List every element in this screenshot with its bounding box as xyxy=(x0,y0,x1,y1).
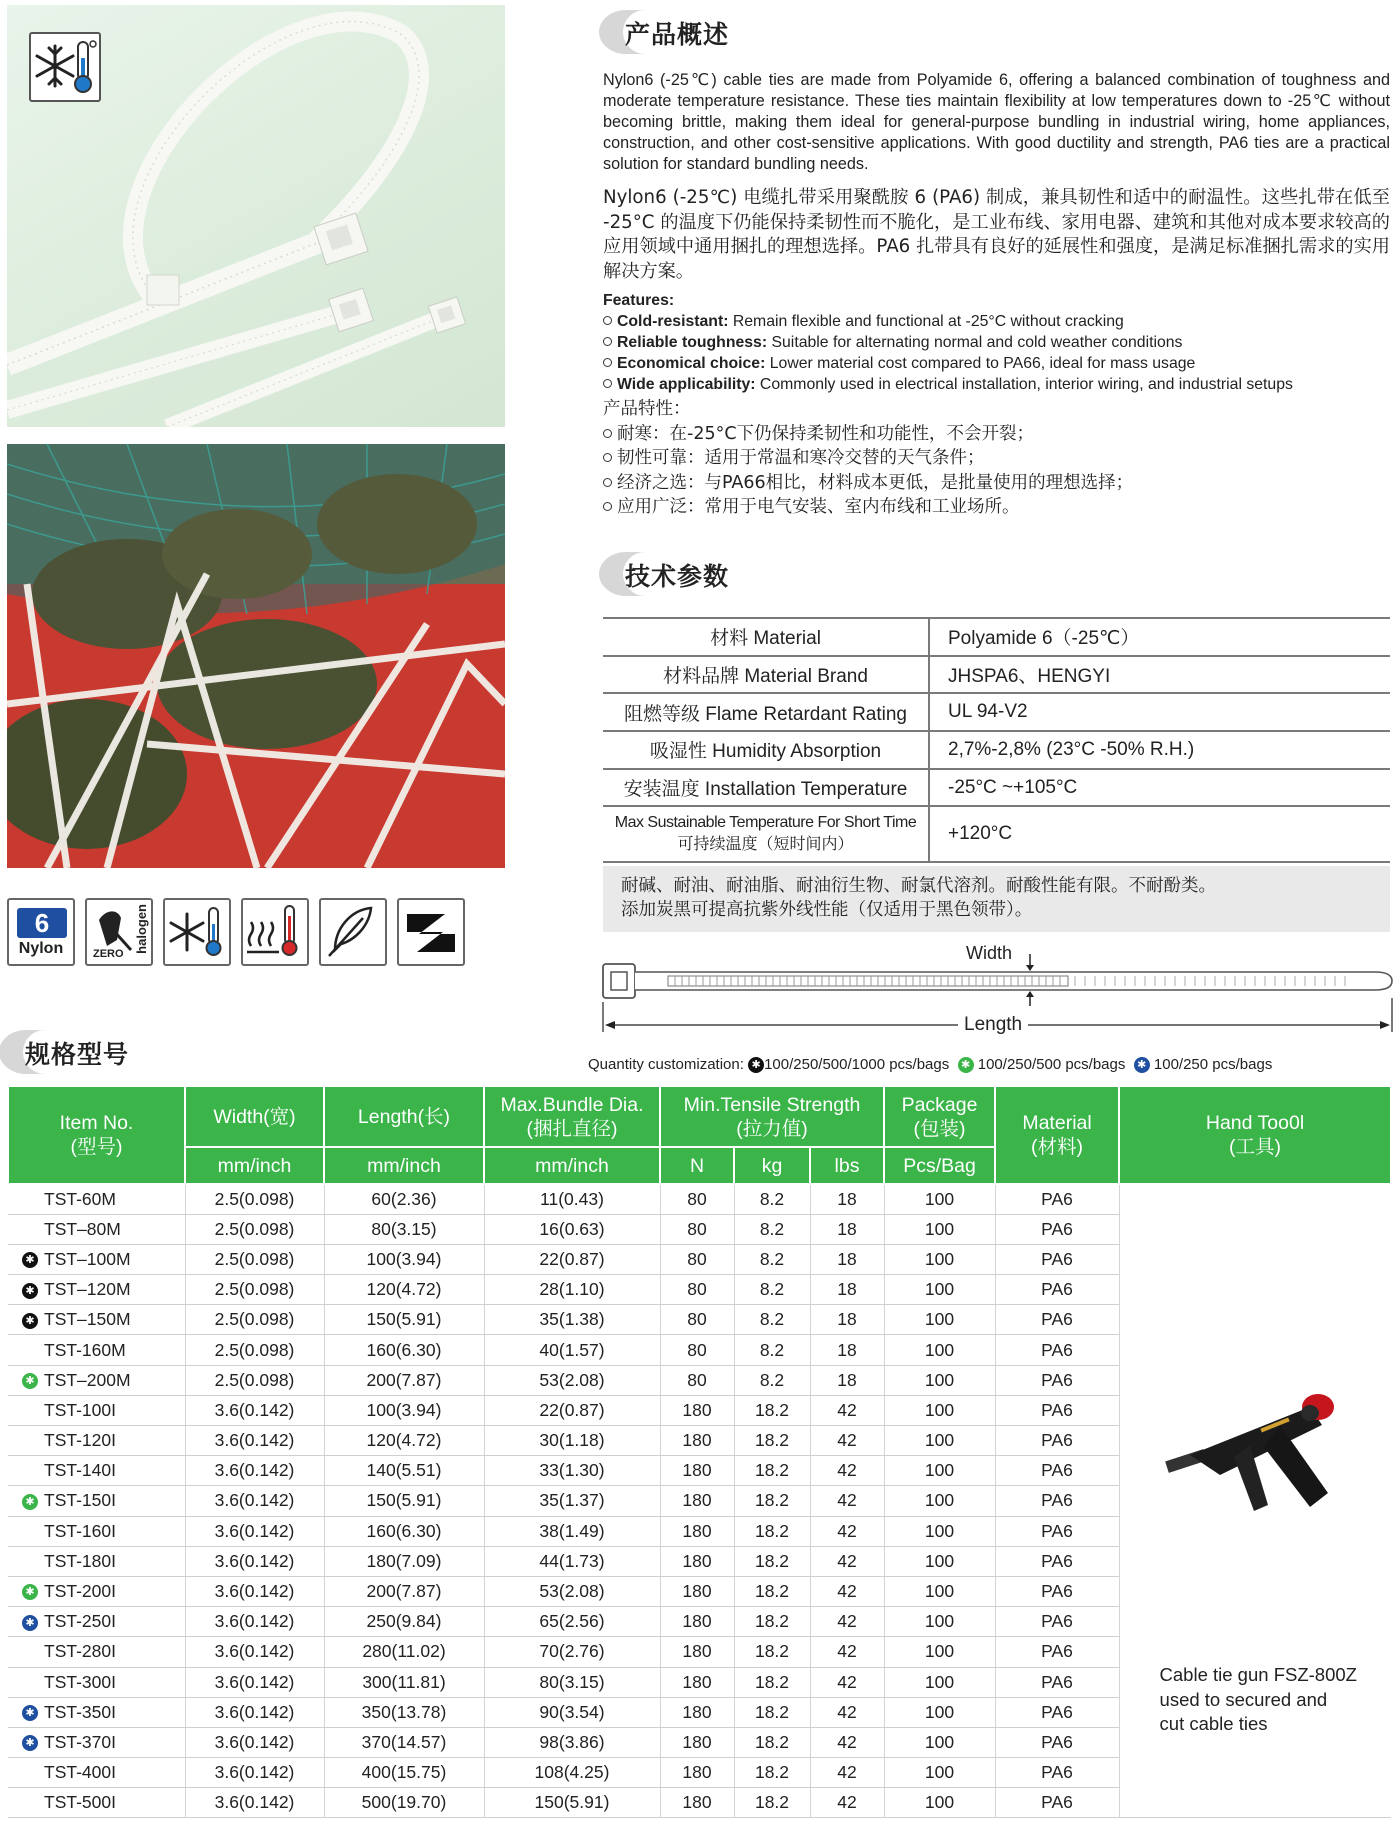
cell-mat: PA6 xyxy=(995,1637,1119,1667)
cell-mat: PA6 xyxy=(995,1667,1119,1697)
blue-star-icon: ✱ xyxy=(1134,1057,1150,1073)
col-width: Width(宽) xyxy=(185,1086,324,1147)
item-number-cell: TST-160I xyxy=(8,1516,185,1546)
col-bundle: Max.Bundle Dia. (捆扎直径) xyxy=(484,1086,660,1147)
application-photo-crabs xyxy=(7,444,505,868)
hand-tool-cell xyxy=(1119,1184,1391,1818)
cell-pk: 100 xyxy=(884,1607,995,1637)
cell-d: 28(1.10) xyxy=(484,1275,660,1305)
tech-row: 阻燃等级 Flame Retardant Rating UL 94-V2 xyxy=(603,693,1390,731)
cell-lbs: 18 xyxy=(810,1305,884,1335)
cell-kg: 8.2 xyxy=(734,1365,810,1395)
item-number-cell: TST-160M xyxy=(8,1335,185,1365)
cell-d: 35(1.37) xyxy=(484,1486,660,1516)
cell-n: 180 xyxy=(660,1788,734,1818)
spec-unit-row: mm/inch mm/inch mm/inch N kg lbs Pcs/Bag xyxy=(8,1147,1391,1184)
col-item: Item No. (型号) xyxy=(8,1086,185,1184)
cell-d: 65(2.56) xyxy=(484,1607,660,1637)
cell-l: 250(9.84) xyxy=(324,1607,484,1637)
cell-lbs: 42 xyxy=(810,1637,884,1667)
cold-resistant-icon xyxy=(29,32,101,102)
blue-star-icon: ✱ xyxy=(22,1735,38,1751)
description-english: Nylon6 (-25℃) cable ties are made from Polyamide 6, offering a balanced combination of toughness and moderate temperature resistance. These ties maintain flexibility at low temperatures down to -25℃ without becoming brittle, making them ideal for general-purpose bundling in industrial wiring, home appliances, construction, and other cost-sensitive applications. With good ductility and strength, PA6 ties are a practical solution for standard bundling needs. xyxy=(603,71,1390,173)
item-number-cell: ✱ TST-200I xyxy=(8,1576,185,1606)
cell-kg: 18.2 xyxy=(734,1395,810,1425)
tech-row: 材料 Material Polyamide 6（-25℃） xyxy=(603,618,1390,656)
cell-n: 180 xyxy=(660,1486,734,1516)
cell-pk: 100 xyxy=(884,1395,995,1425)
tech-section-header xyxy=(605,550,729,600)
cell-pk: 100 xyxy=(884,1546,995,1576)
cell-lbs: 18 xyxy=(810,1184,884,1214)
cell-mat: PA6 xyxy=(995,1758,1119,1788)
spec-title: 规格型号 xyxy=(25,1040,130,1069)
cell-pk: 100 xyxy=(884,1184,995,1214)
cell-kg: 18.2 xyxy=(734,1697,810,1727)
feature-item-cn: 应用广泛：常用于电气安装、室内布线和工业场所。 xyxy=(603,495,1390,520)
cell-mat: PA6 xyxy=(995,1214,1119,1244)
cell-n: 180 xyxy=(660,1667,734,1697)
cell-l: 150(5.91) xyxy=(324,1305,484,1335)
cell-d: 90(3.54) xyxy=(484,1697,660,1727)
item-number-cell: TST-60M xyxy=(8,1184,185,1214)
cell-kg: 18.2 xyxy=(734,1727,810,1757)
item-number-cell: TST–80M xyxy=(8,1214,185,1244)
cell-d: 150(5.91) xyxy=(484,1788,660,1818)
cell-w: 3.6(0.142) xyxy=(185,1516,324,1546)
cell-mat: PA6 xyxy=(995,1727,1119,1757)
item-number-cell: TST-100I xyxy=(8,1395,185,1425)
cell-l: 150(5.91) xyxy=(324,1486,484,1516)
cell-pk: 100 xyxy=(884,1335,995,1365)
cell-l: 200(7.87) xyxy=(324,1576,484,1606)
cell-pk: 100 xyxy=(884,1486,995,1516)
nylon-6-icon: 6 Nylon xyxy=(7,898,75,966)
cell-kg: 18.2 xyxy=(734,1637,810,1667)
cell-d: 11(0.43) xyxy=(484,1184,660,1214)
cell-w: 2.5(0.098) xyxy=(185,1365,324,1395)
cell-d: 16(0.63) xyxy=(484,1214,660,1244)
quantity-customization: Quantity customization: ✱ 100/250/500/1000 pcs/bags ✱ 100/250/500 pcs/bags ✱ 100/250 pcs/bags xyxy=(588,1056,1273,1073)
cell-n: 180 xyxy=(660,1697,734,1727)
cell-mat: PA6 xyxy=(995,1395,1119,1425)
feature-item-cn: 耐寒：在-25°C下仍保持柔韧性和功能性，不会开裂； xyxy=(603,422,1390,447)
chemical-resistance-note: 耐碱、耐油、耐油脂、耐油衍生物、耐氯代溶剂。耐酸性能有限。不耐酚类。 添加炭黑可提高抗紫外线性能（仅适用于黑色领带）。 xyxy=(603,866,1390,932)
cell-w: 2.5(0.098) xyxy=(185,1275,324,1305)
features-title-cn: 产品特性： xyxy=(603,399,691,419)
cell-kg: 8.2 xyxy=(734,1335,810,1365)
cell-pk: 100 xyxy=(884,1305,995,1335)
item-number-cell: ✱ TST-150I xyxy=(8,1486,185,1516)
black-star-icon: ✱ xyxy=(22,1283,38,1299)
cell-mat: PA6 xyxy=(995,1546,1119,1576)
black-star-icon: ✱ xyxy=(748,1057,764,1073)
low-temperature-icon xyxy=(163,898,231,966)
item-number-cell: ✱ TST–100M xyxy=(8,1244,185,1274)
cell-lbs: 18 xyxy=(810,1335,884,1365)
cell-pk: 100 xyxy=(884,1275,995,1305)
electrical-insulation-icon xyxy=(397,898,465,966)
item-number-cell: TST-120I xyxy=(8,1426,185,1456)
cell-n: 180 xyxy=(660,1576,734,1606)
col-package: Package (包装) xyxy=(884,1086,995,1147)
cell-d: 35(1.38) xyxy=(484,1305,660,1335)
cell-pk: 100 xyxy=(884,1727,995,1757)
cell-w: 3.6(0.142) xyxy=(185,1788,324,1818)
cell-lbs: 42 xyxy=(810,1546,884,1576)
col-tensile: Min.Tensile Strength (拉力值) xyxy=(660,1086,884,1147)
cell-n: 80 xyxy=(660,1335,734,1365)
cell-kg: 18.2 xyxy=(734,1456,810,1486)
cell-n: 180 xyxy=(660,1607,734,1637)
cell-n: 180 xyxy=(660,1637,734,1667)
cell-pk: 100 xyxy=(884,1244,995,1274)
cell-mat: PA6 xyxy=(995,1486,1119,1516)
green-star-icon: ✱ xyxy=(22,1373,38,1389)
cell-lbs: 42 xyxy=(810,1576,884,1606)
cell-n: 80 xyxy=(660,1275,734,1305)
col-material: Material (材料) xyxy=(995,1086,1119,1184)
cell-n: 180 xyxy=(660,1426,734,1456)
cell-lbs: 42 xyxy=(810,1395,884,1425)
cell-d: 38(1.49) xyxy=(484,1516,660,1546)
cell-w: 2.5(0.098) xyxy=(185,1335,324,1365)
cell-w: 3.6(0.142) xyxy=(185,1667,324,1697)
feature-item: Wide applicability: Commonly used in electrical installation, interior wiring, and industrial setups xyxy=(603,374,1390,395)
cell-pk: 100 xyxy=(884,1758,995,1788)
tool-caption: Cable tie gun FSZ-800Z used to secured and cut cable ties xyxy=(1159,1664,1357,1734)
cell-l: 400(15.75) xyxy=(324,1758,484,1788)
zero-halogen-icon: ZERO halogen xyxy=(85,898,153,966)
lightweight-feather-icon xyxy=(319,898,387,966)
cell-pk: 100 xyxy=(884,1667,995,1697)
cell-lbs: 18 xyxy=(810,1214,884,1244)
cell-w: 3.6(0.142) xyxy=(185,1758,324,1788)
item-number-cell: TST-180I xyxy=(8,1546,185,1576)
cell-lbs: 42 xyxy=(810,1516,884,1546)
cell-lbs: 42 xyxy=(810,1456,884,1486)
length-label: Length xyxy=(958,1014,1028,1036)
cell-pk: 100 xyxy=(884,1576,995,1606)
table-row xyxy=(8,1184,1391,1214)
green-star-icon: ✱ xyxy=(22,1494,38,1510)
cell-pk: 100 xyxy=(884,1637,995,1667)
cell-mat: PA6 xyxy=(995,1184,1119,1214)
green-star-icon: ✱ xyxy=(958,1057,974,1073)
features-chinese xyxy=(603,397,1390,520)
cell-pk: 100 xyxy=(884,1788,995,1818)
feature-item: Reliable toughness: Suitable for alternating normal and cold weather conditions xyxy=(603,332,1390,353)
cell-kg: 18.2 xyxy=(734,1758,810,1788)
cell-pk: 100 xyxy=(884,1365,995,1395)
cell-l: 160(6.30) xyxy=(324,1516,484,1546)
features-title-en: Features: xyxy=(603,292,675,309)
cell-w: 3.6(0.142) xyxy=(185,1486,324,1516)
cell-kg: 18.2 xyxy=(734,1667,810,1697)
item-number-cell: TST-300I xyxy=(8,1667,185,1697)
cell-w: 3.6(0.142) xyxy=(185,1607,324,1637)
tech-row: 吸湿性 Humidity Absorption 2,7%-2,8% (23°C -50% R.H.) xyxy=(603,731,1390,769)
cell-w: 3.6(0.142) xyxy=(185,1426,324,1456)
cell-l: 100(3.94) xyxy=(324,1244,484,1274)
cell-pk: 100 xyxy=(884,1426,995,1456)
cell-n: 80 xyxy=(660,1305,734,1335)
cell-pk: 100 xyxy=(884,1516,995,1546)
cell-kg: 8.2 xyxy=(734,1244,810,1274)
cell-mat: PA6 xyxy=(995,1426,1119,1456)
cell-mat: PA6 xyxy=(995,1335,1119,1365)
feature-item: Economical choice: Lower material cost compared to PA66, ideal for mass usage xyxy=(603,353,1390,374)
cell-l: 500(19.70) xyxy=(324,1788,484,1818)
cell-d: 44(1.73) xyxy=(484,1546,660,1576)
cell-mat: PA6 xyxy=(995,1607,1119,1637)
cell-l: 350(13.78) xyxy=(324,1697,484,1727)
item-number-cell: ✱ TST-350I xyxy=(8,1697,185,1727)
cell-d: 22(0.87) xyxy=(484,1244,660,1274)
item-number-cell: ✱ TST-250I xyxy=(8,1607,185,1637)
cell-kg: 18.2 xyxy=(734,1576,810,1606)
cell-w: 3.6(0.142) xyxy=(185,1727,324,1757)
cell-w: 3.6(0.142) xyxy=(185,1576,324,1606)
cell-l: 140(5.51) xyxy=(324,1456,484,1486)
item-number-cell: ✱ TST–150M xyxy=(8,1305,185,1335)
cell-w: 3.6(0.142) xyxy=(185,1456,324,1486)
cell-kg: 18.2 xyxy=(734,1486,810,1516)
item-number-cell: TST-500I xyxy=(8,1788,185,1818)
cell-w: 2.5(0.098) xyxy=(185,1244,324,1274)
spec-section-header xyxy=(5,1028,129,1078)
cell-l: 100(3.94) xyxy=(324,1395,484,1425)
tech-row: 安装温度 Installation Temperature -25°C ~+105°C xyxy=(603,769,1390,807)
cell-mat: PA6 xyxy=(995,1456,1119,1486)
cell-l: 80(3.15) xyxy=(324,1214,484,1244)
cell-n: 80 xyxy=(660,1214,734,1244)
cell-lbs: 42 xyxy=(810,1486,884,1516)
cell-n: 180 xyxy=(660,1758,734,1788)
cell-mat: PA6 xyxy=(995,1576,1119,1606)
cell-lbs: 42 xyxy=(810,1697,884,1727)
feature-item: Cold-resistant: Remain flexible and functional at -25°C without cracking xyxy=(603,311,1390,332)
cell-lbs: 42 xyxy=(810,1607,884,1637)
cell-n: 180 xyxy=(660,1727,734,1757)
cell-kg: 18.2 xyxy=(734,1426,810,1456)
green-star-icon: ✱ xyxy=(22,1584,38,1600)
spec-header-row xyxy=(8,1086,1391,1147)
cell-d: 30(1.18) xyxy=(484,1426,660,1456)
cell-n: 180 xyxy=(660,1546,734,1576)
property-icons-row xyxy=(7,898,465,966)
high-temperature-icon xyxy=(241,898,309,966)
cell-pk: 100 xyxy=(884,1214,995,1244)
cell-d: 53(2.08) xyxy=(484,1365,660,1395)
cell-w: 2.5(0.098) xyxy=(185,1184,324,1214)
cell-lbs: 18 xyxy=(810,1244,884,1274)
cell-pk: 100 xyxy=(884,1456,995,1486)
cell-l: 160(6.30) xyxy=(324,1335,484,1365)
cell-kg: 18.2 xyxy=(734,1546,810,1576)
overview-section-header xyxy=(605,8,729,58)
item-number-cell: ✱ TST–120M xyxy=(8,1275,185,1305)
cell-kg: 18.2 xyxy=(734,1516,810,1546)
cable-tie-gun-image xyxy=(1160,1385,1350,1535)
cell-kg: 8.2 xyxy=(734,1184,810,1214)
tech-row: 材料品牌 Material Brand JHSPA6、HENGYI xyxy=(603,656,1390,694)
cell-kg: 18.2 xyxy=(734,1607,810,1637)
cell-l: 300(11.81) xyxy=(324,1667,484,1697)
cell-w: 2.5(0.098) xyxy=(185,1305,324,1335)
blue-star-icon: ✱ xyxy=(22,1705,38,1721)
black-star-icon: ✱ xyxy=(22,1252,38,1268)
cell-lbs: 42 xyxy=(810,1667,884,1697)
cell-mat: PA6 xyxy=(995,1697,1119,1727)
cell-mat: PA6 xyxy=(995,1244,1119,1274)
cell-w: 3.6(0.142) xyxy=(185,1637,324,1667)
cell-lbs: 42 xyxy=(810,1758,884,1788)
cell-w: 2.5(0.098) xyxy=(185,1214,324,1244)
spec-table xyxy=(7,1085,1392,1818)
cell-n: 180 xyxy=(660,1456,734,1486)
cell-d: 80(3.15) xyxy=(484,1667,660,1697)
cell-n: 180 xyxy=(660,1395,734,1425)
cell-l: 200(7.87) xyxy=(324,1365,484,1395)
cell-n: 180 xyxy=(660,1516,734,1546)
cell-w: 3.6(0.142) xyxy=(185,1697,324,1727)
cell-mat: PA6 xyxy=(995,1788,1119,1818)
cell-d: 98(3.86) xyxy=(484,1727,660,1757)
overview-title: 产品概述 xyxy=(625,20,730,49)
tech-row: Max Sustainable Temperature For Short Time 可持续温度（短时间内） +120°C xyxy=(603,806,1390,862)
item-number-cell: TST-280I xyxy=(8,1637,185,1667)
cell-kg: 8.2 xyxy=(734,1275,810,1305)
cell-l: 280(11.02) xyxy=(324,1637,484,1667)
item-number-cell: ✱ TST-370I xyxy=(8,1727,185,1757)
cell-lbs: 42 xyxy=(810,1426,884,1456)
cell-mat: PA6 xyxy=(995,1365,1119,1395)
cell-mat: PA6 xyxy=(995,1516,1119,1546)
cell-lbs: 18 xyxy=(810,1365,884,1395)
cell-d: 33(1.30) xyxy=(484,1456,660,1486)
cell-l: 180(7.09) xyxy=(324,1546,484,1576)
tech-params-table xyxy=(603,617,1390,863)
feature-item-cn: 经济之选：与PA66相比，材料成本更低，是批量使用的理想选择； xyxy=(603,471,1390,496)
cell-l: 120(4.72) xyxy=(324,1275,484,1305)
blue-star-icon: ✱ xyxy=(22,1615,38,1631)
cell-d: 22(0.87) xyxy=(484,1395,660,1425)
cell-lbs: 42 xyxy=(810,1788,884,1818)
cell-kg: 18.2 xyxy=(734,1788,810,1818)
cell-n: 80 xyxy=(660,1184,734,1214)
cell-d: 53(2.08) xyxy=(484,1576,660,1606)
cell-lbs: 42 xyxy=(810,1727,884,1757)
cell-pk: 100 xyxy=(884,1697,995,1727)
product-photo-cable-ties xyxy=(7,5,505,427)
description-chinese: Nylon6 (-25℃) 电缆扎带采用聚酰胺 6 (PA6) 制成，兼具韧性和适中的耐温性。这些扎带在低至 -25°C 的温度下仍能保持柔韧性而不脆化，是工业布线、家用电器、建筑和其他对成本要求较高的应用领域中通用捆扎的理想选择。PA6 扎带具有良好的延展性和强度，是满足标准捆扎需求的实用解决方案。 xyxy=(603,187,1390,282)
cell-kg: 8.2 xyxy=(734,1305,810,1335)
cell-l: 60(2.36) xyxy=(324,1184,484,1214)
col-length: Length(长) xyxy=(324,1086,484,1147)
col-tool: Hand Too0l (工具) xyxy=(1119,1086,1391,1184)
features-english xyxy=(603,290,1390,395)
tech-title: 技术参数 xyxy=(625,562,730,591)
cell-d: 40(1.57) xyxy=(484,1335,660,1365)
width-label: Width xyxy=(966,943,1013,963)
cell-d: 70(2.76) xyxy=(484,1637,660,1667)
black-star-icon: ✱ xyxy=(22,1313,38,1329)
cell-d: 108(4.25) xyxy=(484,1758,660,1788)
item-number-cell: TST-400I xyxy=(8,1758,185,1788)
cell-lbs: 18 xyxy=(810,1275,884,1305)
cell-l: 370(14.57) xyxy=(324,1727,484,1757)
cell-kg: 8.2 xyxy=(734,1214,810,1244)
cell-w: 3.6(0.142) xyxy=(185,1395,324,1425)
item-number-cell: TST-140I xyxy=(8,1456,185,1486)
cell-mat: PA6 xyxy=(995,1275,1119,1305)
item-number-cell: ✱ TST–200M xyxy=(8,1365,185,1395)
cell-n: 80 xyxy=(660,1365,734,1395)
cell-n: 80 xyxy=(660,1244,734,1274)
cell-w: 3.6(0.142) xyxy=(185,1546,324,1576)
cell-l: 120(4.72) xyxy=(324,1426,484,1456)
cell-mat: PA6 xyxy=(995,1305,1119,1335)
feature-item-cn: 韧性可靠：适用于常温和寒冷交替的天气条件； xyxy=(603,446,1390,471)
